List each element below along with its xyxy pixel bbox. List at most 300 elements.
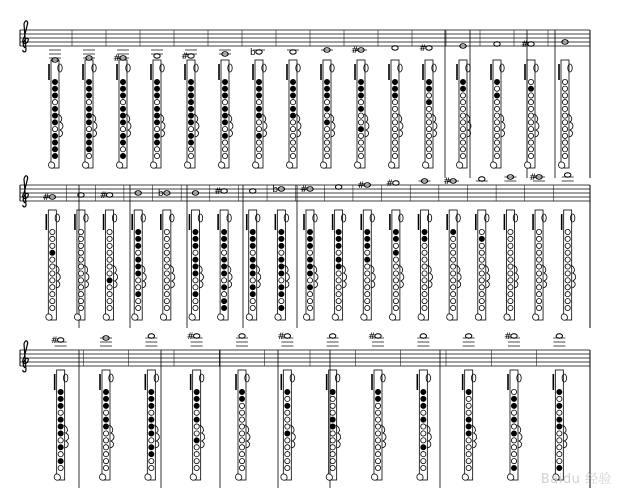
foot-key	[287, 162, 293, 168]
key-open	[103, 431, 108, 436]
key-open	[375, 458, 380, 463]
key-closed	[149, 389, 154, 394]
key-open	[78, 264, 83, 269]
key-open	[536, 278, 541, 283]
key-closed	[188, 79, 193, 84]
key-open	[222, 292, 227, 297]
key-closed	[279, 271, 284, 276]
key-open	[103, 445, 108, 450]
key-closed	[511, 403, 516, 408]
key-closed	[222, 93, 227, 98]
key-open	[365, 285, 370, 290]
key-open	[466, 445, 471, 450]
key-open	[50, 278, 55, 283]
key-closed	[285, 403, 290, 408]
foot-key	[236, 474, 242, 480]
key-closed	[336, 243, 341, 248]
key-open	[239, 465, 244, 470]
key-open	[107, 243, 112, 248]
key-closed	[154, 93, 159, 98]
key-open	[494, 133, 499, 138]
key-open	[375, 465, 380, 470]
key-open	[565, 264, 570, 269]
key-open	[426, 106, 431, 111]
foot-key	[447, 314, 453, 320]
key-open	[194, 445, 199, 450]
key-open	[290, 147, 295, 152]
key-open	[358, 140, 363, 145]
foot-key	[54, 474, 60, 480]
key-open	[562, 100, 567, 105]
key-open	[392, 140, 397, 145]
key-open	[307, 305, 312, 310]
key-open	[421, 465, 426, 470]
key-open	[194, 458, 199, 463]
key-open	[279, 298, 284, 303]
key-closed	[256, 86, 261, 91]
key-closed	[365, 257, 370, 262]
key-open	[557, 452, 562, 457]
key-open	[565, 271, 570, 276]
key-open	[393, 257, 398, 262]
key-open	[194, 465, 199, 470]
key-closed	[307, 229, 312, 234]
key-open	[392, 147, 397, 152]
key-open	[365, 292, 370, 297]
key-open	[52, 100, 57, 105]
key-open	[528, 93, 533, 98]
key-open	[365, 250, 370, 255]
key-open	[154, 147, 159, 152]
key-open	[422, 271, 427, 276]
key-open	[426, 126, 431, 131]
key-open	[562, 79, 567, 84]
key-open	[285, 445, 290, 450]
foot-key	[462, 474, 468, 480]
key-closed	[193, 243, 198, 248]
key-open	[426, 153, 431, 158]
key-closed	[222, 79, 227, 84]
key-closed	[324, 106, 329, 111]
key-open	[565, 250, 570, 255]
key-open	[107, 264, 112, 269]
key-open	[451, 264, 456, 269]
key-closed	[285, 431, 290, 436]
key-closed	[392, 86, 397, 91]
foot-key	[219, 162, 225, 168]
key-closed	[250, 243, 255, 248]
key-open	[149, 458, 154, 463]
key-open	[528, 153, 533, 158]
key-open	[78, 243, 83, 248]
key-closed	[149, 396, 154, 401]
key-open	[107, 250, 112, 255]
key-closed	[58, 458, 63, 463]
flat-sign: b	[157, 189, 164, 199]
key-closed	[188, 93, 193, 98]
key-closed	[421, 417, 426, 422]
key-open	[508, 229, 513, 234]
key-open	[479, 292, 484, 297]
key-closed	[52, 113, 57, 118]
key-open	[479, 271, 484, 276]
sharp-sign: #	[504, 332, 512, 342]
key-open	[290, 100, 295, 105]
key-open	[239, 424, 244, 429]
foot-key	[332, 314, 338, 320]
key-open	[285, 396, 290, 401]
key-closed	[460, 86, 465, 91]
key-closed	[250, 229, 255, 234]
key-open	[193, 298, 198, 303]
key-closed	[120, 106, 125, 111]
flat-sign: b	[250, 48, 256, 58]
key-open	[422, 298, 427, 303]
foot-key	[281, 474, 287, 480]
key-closed	[279, 243, 284, 248]
key-closed	[222, 133, 227, 138]
key-open	[536, 257, 541, 262]
key-open	[451, 278, 456, 283]
key-closed	[136, 243, 141, 248]
key-open	[494, 153, 499, 158]
key-open	[194, 424, 199, 429]
key-open	[120, 126, 125, 131]
key-open	[78, 292, 83, 297]
key-open	[422, 264, 427, 269]
key-closed	[86, 133, 91, 138]
key-closed	[52, 106, 57, 111]
key-closed	[188, 86, 193, 91]
key-closed	[494, 79, 499, 84]
key-open	[50, 229, 55, 234]
key-closed	[365, 243, 370, 248]
key-closed	[466, 431, 471, 436]
key-open	[58, 465, 63, 470]
key-open	[250, 305, 255, 310]
key-open	[393, 298, 398, 303]
sharp-sign: #	[419, 44, 427, 54]
key-open	[393, 243, 398, 248]
key-closed	[86, 86, 91, 91]
key-closed	[466, 417, 471, 422]
key-open	[375, 403, 380, 408]
key-closed	[239, 389, 244, 394]
key-closed	[222, 285, 227, 290]
key-closed	[120, 133, 125, 138]
key-open	[375, 445, 380, 450]
key-closed	[393, 250, 398, 255]
key-open	[78, 285, 83, 290]
key-closed	[460, 79, 465, 84]
key-open	[222, 147, 227, 152]
key-closed	[421, 396, 426, 401]
key-open	[375, 438, 380, 443]
foot-key	[389, 314, 395, 320]
key-closed	[52, 86, 57, 91]
key-closed	[250, 292, 255, 297]
key-closed	[120, 113, 125, 118]
foot-key	[145, 474, 151, 480]
key-open	[324, 113, 329, 118]
key-closed	[256, 93, 261, 98]
key-open	[466, 410, 471, 415]
key-open	[136, 298, 141, 303]
key-closed	[193, 271, 198, 276]
key-open	[330, 431, 335, 436]
key-closed	[58, 424, 63, 429]
foot-key	[190, 474, 196, 480]
key-open	[285, 417, 290, 422]
foot-key	[151, 162, 157, 168]
key-open	[365, 298, 370, 303]
foot-key	[533, 314, 539, 320]
key-open	[562, 106, 567, 111]
key-open	[393, 292, 398, 297]
key-open	[466, 396, 471, 401]
key-open	[511, 458, 516, 463]
key-closed	[86, 106, 91, 111]
key-open	[426, 140, 431, 145]
key-open	[86, 153, 91, 158]
key-open	[250, 250, 255, 255]
key-open	[426, 120, 431, 125]
key-open	[307, 292, 312, 297]
key-open	[528, 113, 533, 118]
key-open	[103, 410, 108, 415]
key-open	[508, 264, 513, 269]
key-closed	[52, 147, 57, 152]
key-open	[279, 278, 284, 283]
key-open	[58, 410, 63, 415]
key-open	[565, 243, 570, 248]
key-closed	[375, 389, 380, 394]
key-open	[279, 250, 284, 255]
key-closed	[120, 153, 125, 158]
key-open	[562, 153, 567, 158]
key-open	[422, 305, 427, 310]
key-open	[494, 113, 499, 118]
key-open	[528, 100, 533, 105]
key-open	[460, 106, 465, 111]
key-closed	[307, 285, 312, 290]
key-closed	[52, 153, 57, 158]
key-open	[392, 100, 397, 105]
key-closed	[336, 236, 341, 241]
key-open	[479, 298, 484, 303]
key-open	[256, 147, 261, 152]
key-open	[508, 305, 513, 310]
key-closed	[290, 113, 295, 118]
key-closed	[256, 133, 261, 138]
key-closed	[222, 113, 227, 118]
key-closed	[103, 396, 108, 401]
key-open	[290, 120, 295, 125]
key-open	[562, 120, 567, 125]
foot-key	[117, 162, 123, 168]
foot-key	[75, 314, 81, 320]
key-open	[330, 403, 335, 408]
key-open	[536, 264, 541, 269]
key-closed	[52, 79, 57, 84]
key-open	[557, 438, 562, 443]
key-open	[511, 438, 516, 443]
key-closed	[222, 298, 227, 303]
key-open	[451, 243, 456, 248]
key-open	[451, 292, 456, 297]
key-open	[154, 153, 159, 158]
key-open	[562, 140, 567, 145]
key-closed	[136, 257, 141, 262]
key-closed	[50, 250, 55, 255]
key-open	[164, 278, 169, 283]
key-closed	[393, 236, 398, 241]
key-closed	[279, 264, 284, 269]
sharp-sign: #	[214, 187, 222, 197]
foot-key	[361, 314, 367, 320]
key-open	[422, 278, 427, 283]
key-closed	[256, 113, 261, 118]
key-open	[565, 236, 570, 241]
foot-key	[185, 162, 191, 168]
foot-key	[559, 162, 565, 168]
key-open	[107, 305, 112, 310]
key-closed	[86, 79, 91, 84]
key-open	[562, 113, 567, 118]
key-open	[565, 285, 570, 290]
key-open	[365, 278, 370, 283]
key-open	[375, 410, 380, 415]
key-closed	[154, 106, 159, 111]
key-closed	[193, 257, 198, 262]
key-open	[421, 452, 426, 457]
key-closed	[86, 140, 91, 145]
key-open	[393, 285, 398, 290]
foot-key	[372, 474, 378, 480]
key-open	[536, 292, 541, 297]
key-open	[193, 250, 198, 255]
key-open	[466, 465, 471, 470]
key-open	[336, 271, 341, 276]
key-closed	[365, 236, 370, 241]
key-open	[393, 278, 398, 283]
key-open	[164, 250, 169, 255]
key-open	[508, 236, 513, 241]
key-open	[392, 133, 397, 138]
key-open	[330, 445, 335, 450]
key-closed	[149, 403, 154, 408]
key-open	[330, 438, 335, 443]
key-open	[421, 424, 426, 429]
key-open	[330, 465, 335, 470]
foot-key	[218, 314, 224, 320]
key-open	[479, 243, 484, 248]
key-open	[50, 271, 55, 276]
key-open	[78, 236, 83, 241]
key-closed	[120, 140, 125, 145]
key-open	[511, 410, 516, 415]
key-open	[393, 264, 398, 269]
key-open	[324, 100, 329, 105]
key-closed	[307, 264, 312, 269]
key-closed	[250, 285, 255, 290]
sharp-sign: #	[50, 336, 59, 346]
foot-key	[417, 474, 423, 480]
key-closed	[222, 236, 227, 241]
key-open	[107, 292, 112, 297]
foot-key	[355, 162, 361, 168]
key-open	[460, 126, 465, 131]
key-closed	[422, 229, 427, 234]
key-open	[479, 278, 484, 283]
key-open	[222, 153, 227, 158]
key-closed	[358, 86, 363, 91]
key-closed	[154, 113, 159, 118]
key-closed	[426, 86, 431, 91]
key-open	[466, 403, 471, 408]
key-open	[536, 250, 541, 255]
key-open	[508, 271, 513, 276]
key-open	[107, 298, 112, 303]
key-open	[358, 147, 363, 152]
key-closed	[426, 100, 431, 105]
sharp-sign: #	[300, 185, 308, 195]
key-open	[239, 410, 244, 415]
key-open	[460, 113, 465, 118]
key-closed	[290, 79, 295, 84]
key-open	[222, 278, 227, 283]
foot-key	[103, 314, 109, 320]
key-closed	[194, 396, 199, 401]
key-open	[256, 100, 261, 105]
key-open	[136, 250, 141, 255]
key-closed	[222, 264, 227, 269]
key-open	[50, 257, 55, 262]
key-open	[511, 424, 516, 429]
key-open	[508, 243, 513, 248]
key-open	[285, 424, 290, 429]
key-open	[149, 410, 154, 415]
key-open	[460, 147, 465, 152]
key-closed	[451, 229, 456, 234]
key-open	[330, 458, 335, 463]
key-open	[136, 285, 141, 290]
sharp-sign: #	[357, 181, 365, 191]
key-open	[536, 305, 541, 310]
key-open	[239, 417, 244, 422]
key-closed	[154, 140, 159, 145]
key-closed	[250, 257, 255, 262]
foot-key	[100, 474, 106, 480]
key-open	[562, 93, 567, 98]
key-open	[336, 305, 341, 310]
key-open	[50, 264, 55, 269]
key-open	[285, 410, 290, 415]
key-open	[565, 229, 570, 234]
key-open	[365, 264, 370, 269]
key-closed	[52, 133, 57, 138]
key-open	[154, 126, 159, 131]
key-closed	[52, 140, 57, 145]
key-closed	[58, 431, 63, 436]
key-open	[479, 250, 484, 255]
key-open	[460, 140, 465, 145]
key-open	[336, 278, 341, 283]
key-open	[508, 292, 513, 297]
key-closed	[279, 257, 284, 262]
key-open	[78, 271, 83, 276]
key-closed	[290, 86, 295, 91]
